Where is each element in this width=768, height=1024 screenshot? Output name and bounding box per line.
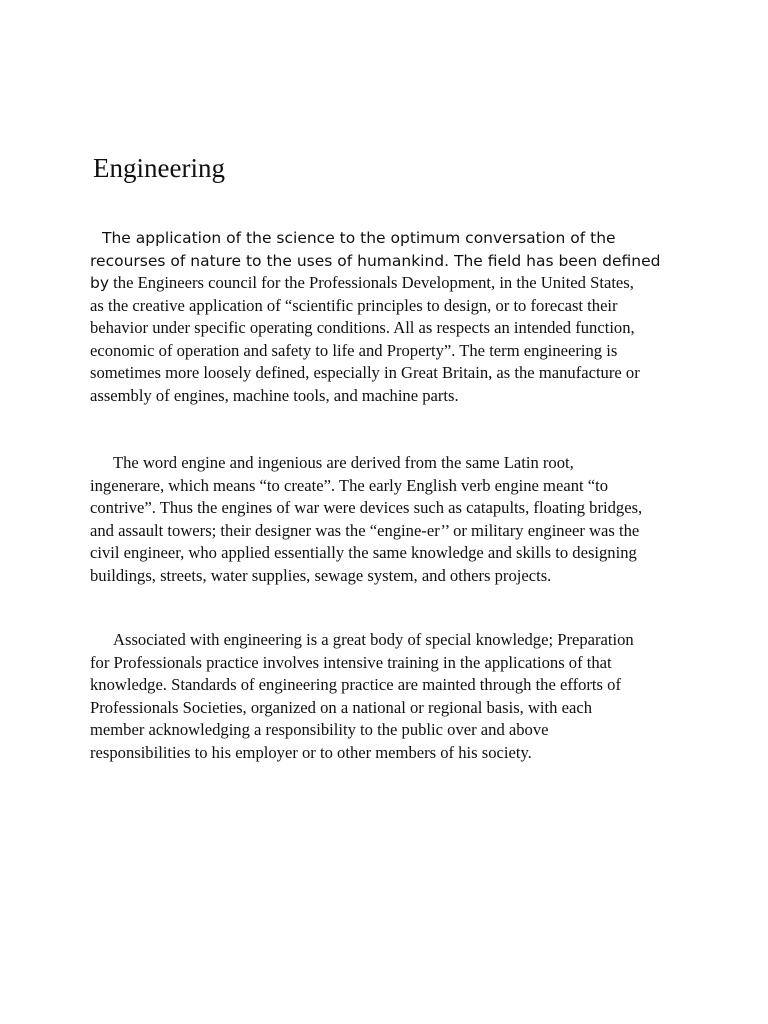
paragraph-line: and assault towers; their designer was the “engine-er’’ or military engineer was the [90, 520, 640, 540]
paragraph-line: responsibilities to his employer or to other members of his society. [90, 742, 532, 762]
paragraph-line-lead: by [90, 274, 110, 292]
paragraph-line: knowledge. Standards of engineering practice are mainted through the efforts of [90, 675, 621, 694]
paragraph-line: sometimes more loosely defined, especially in Great Britain, as the manufacture or [90, 363, 640, 382]
paragraph-line: buildings, streets, water supplies, sewage system, and others projects. [90, 565, 552, 585]
paragraph-line: civil engineer, who applied essentially the same knowledge and skills to designing [90, 543, 637, 562]
paragraph-line: contrive”. Thus the engines of war were devices such as catapults, floating bridges, [90, 498, 643, 517]
paragraph-line: ingenerare, which means “to create”. The early English verb engine meant “to [90, 475, 609, 495]
paragraph-line: assembly of engines, machine tools, and machine parts. [90, 385, 459, 405]
paragraph-line: Professionals Societies, organized on a national or regional basis, with each [90, 697, 592, 717]
paragraph-professional-practice [90, 629, 690, 764]
paragraph-line: The word engine and ingenious are derived from the same Latin root, [113, 453, 574, 472]
paragraph-line-rest: the Engineers council for the Professionals Development, in the United States, [109, 273, 634, 292]
paragraph-line: economic of operation and safety to life and Property”. The term engineering is [90, 340, 618, 360]
paragraph-line: as the creative application of “scientific principles to design, or to forecast their [90, 295, 618, 315]
paragraph-line: for Professionals practice involves intensive training in the applications of that [90, 652, 612, 672]
paragraph-definition [90, 227, 690, 407]
paragraph-etymology [90, 452, 690, 587]
paragraph-line: recourses of nature to the uses of humankind. The field has been defined [90, 251, 661, 270]
paragraph-line: member acknowledging a responsibility to the public over and above [90, 720, 549, 739]
paragraph-line: behavior under specific operating conditions. All as respects an intended function, [90, 318, 635, 337]
paragraph-line: The application of the science to the optimum conversation of the [102, 229, 616, 247]
document-title: Engineering [93, 153, 225, 183]
paragraph-line: Associated with engineering is a great body of special knowledge; Preparation [113, 630, 634, 649]
paragraph-line-combined [90, 272, 690, 295]
